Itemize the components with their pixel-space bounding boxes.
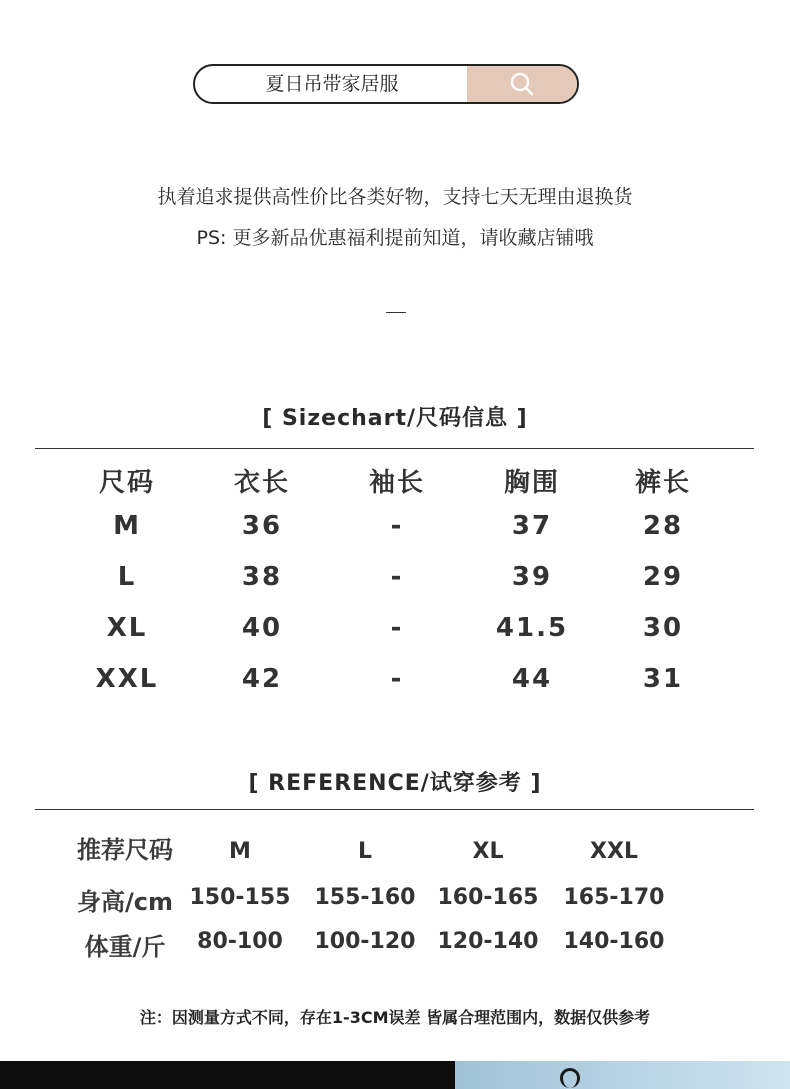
reference-value: 155-160: [314, 885, 416, 910]
sizechart-cell: M: [113, 511, 141, 541]
sizechart-header: 裤长: [634, 468, 691, 498]
sizechart-cell: 42: [241, 664, 283, 694]
reference-row-label: 体重/斤: [84, 933, 166, 961]
intro-line-2: PS: 更多新品优惠福利提前知道，请收藏店铺哦: [196, 227, 594, 249]
sizechart-rule: [35, 448, 754, 449]
reference-value: 165-170: [563, 885, 665, 910]
sizechart-cell: -: [390, 664, 404, 694]
sizechart-cell: 37: [511, 511, 553, 541]
sizechart-header: 衣长: [233, 468, 290, 498]
reference-rule: [35, 809, 754, 810]
sizechart-cell: 40: [241, 613, 283, 643]
reference-value: 100-120: [314, 929, 416, 954]
reference-size: L: [357, 839, 373, 864]
measurement-note: 注：因测量方式不同，存在1-3CM误差 皆属合理范围内，数据仅供参考: [139, 1008, 651, 1027]
search-bar[interactable]: [193, 64, 579, 104]
reference-value: 150-155: [189, 885, 291, 910]
reference-value: 140-160: [563, 929, 665, 954]
search-button[interactable]: [467, 66, 577, 102]
sizechart-cell: 36: [241, 511, 283, 541]
sizechart-cell: 29: [642, 562, 684, 592]
reference-row-label: 身高/cm: [77, 888, 173, 916]
sizechart-cell: -: [390, 613, 404, 643]
sizechart-header: 尺码: [98, 468, 155, 498]
sizechart-cell: L: [117, 562, 137, 592]
sizechart-cell: 31: [642, 664, 684, 694]
intro-line-1: 执着追求提供高性价比各类好物，支持七天无理由退换货: [157, 186, 633, 208]
reference-value: 160-165: [437, 885, 539, 910]
sizechart-cell: 38: [241, 562, 283, 592]
reference-title: [ REFERENCE/试穿参考 ]: [248, 771, 542, 796]
sizechart-title: [ Sizechart/尺码信息 ]: [262, 406, 528, 431]
search-icon: [508, 70, 536, 98]
sizechart-cell: 39: [511, 562, 553, 592]
sizechart-cell: 44: [511, 664, 553, 694]
reference-value: 120-140: [437, 929, 539, 954]
sizechart-header: 袖长: [368, 468, 425, 498]
sizechart-cell: 28: [642, 511, 684, 541]
reference-size: XXL: [590, 839, 638, 864]
sizechart-cell: XL: [106, 613, 148, 643]
sizechart-cell: 41.5: [495, 613, 569, 643]
sizechart-cell: XXL: [95, 664, 159, 694]
reference-size: XL: [472, 839, 504, 864]
sizechart-cell: 30: [642, 613, 684, 643]
reference-size: M: [229, 839, 251, 864]
reference-value: 80-100: [197, 929, 283, 954]
divider-dash: [386, 312, 406, 313]
sizechart-cell: -: [390, 511, 404, 541]
search-text: 夏日吊带家居服: [265, 73, 399, 95]
reference-header-label: 推荐尺码: [77, 836, 173, 864]
sizechart-header: 胸围: [503, 468, 560, 498]
sizechart-cell: -: [390, 562, 404, 592]
drawstring-graphic: [560, 1068, 580, 1088]
product-photo: [455, 1061, 790, 1089]
